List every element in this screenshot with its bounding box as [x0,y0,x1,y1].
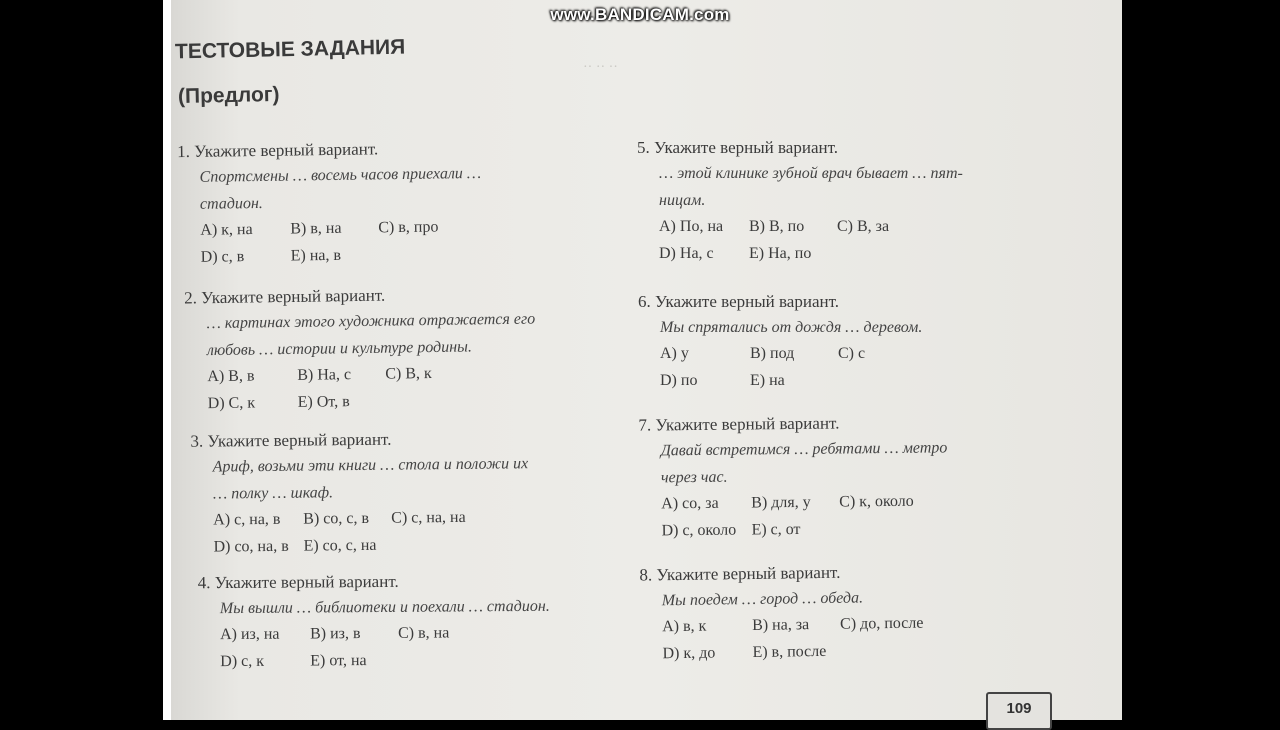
answer-option: E) в, после [752,642,827,661]
answer-option: D) со, на, в [213,537,289,556]
question-heading [638,410,947,437]
answer-option: E) На, по [749,245,812,262]
question-heading [639,560,863,587]
question-8 [639,560,924,672]
question-text-line: любовь … истории и культуре родины. [206,338,473,360]
answer-option: D) На, с [659,245,714,262]
answer-option: E) От, в [297,393,350,411]
page-subtitle: (Предлог) [177,82,280,109]
page-title: ТЕСТОВЫЕ ЗАДАНИЯ [174,35,406,64]
answer-option: B) для, у [751,493,811,512]
question-number: 3. [190,431,204,451]
answer-option: C) В, за [837,218,890,235]
answer-option: A) из, на [220,625,280,644]
answer-option: C) до, после [839,614,924,633]
answer-option: C) с [838,345,866,362]
answer-option: C) в, на [398,624,450,642]
question-6 [638,290,922,399]
page-edge [163,0,171,720]
answer-option: A) к, на [200,221,253,239]
answer-option: A) По, на [659,218,724,235]
question-1 [177,136,482,276]
answer-option: C) с, на, на [391,508,466,527]
answer-option: D) с, к [220,652,265,671]
question-prompt: Укажите верный вариант. [214,571,399,593]
answer-option: B) из, в [310,625,361,643]
question-prompt: Укажите верный вариант. [207,429,392,451]
question-text-line: Ариф, возьми эти книги … стола и положи их [212,455,529,476]
question-prompt: Укажите верный вариант. [656,562,841,585]
answer-option: E) со, с, на [303,536,377,555]
question-heading [637,136,963,160]
question-text-line: … этой клинике зубной врач бывает … пят- [659,165,963,182]
question-prompt: Укажите верный вариант. [654,138,838,157]
question-3 [190,426,529,566]
answer-option: B) На, с [297,366,352,384]
question-text-line: … полку … шкаф. [212,484,334,503]
answer-option: C) В, к [385,365,432,383]
answer-options [200,214,482,276]
answer-option: E) с, от [751,520,801,539]
question-heading [198,569,550,595]
question-prompt: Укажите верный вариант. [655,292,839,311]
answer-option: B) на, за [752,616,810,634]
answer-option: D) С, к [207,394,256,413]
answer-options [659,214,963,272]
answer-options [207,360,536,423]
answer-option: E) от, на [310,652,367,670]
question-number: 7. [638,415,652,435]
question-prompt: Укажите верный вариант. [655,413,840,435]
question-text-line: Мы поедем … город … обеда. [661,589,864,610]
answer-option: A) в, к [662,617,707,636]
answer-option: A) В, в [207,367,255,386]
question-number: 5. [637,138,650,157]
question-heading [190,426,528,454]
question-5 [637,136,963,272]
answer-option: B) В, по [749,218,805,235]
question-prompt: Укажите верный вариант. [194,139,379,161]
answer-option: D) с, около [661,521,737,540]
answer-option: E) на [750,372,785,389]
question-text-line: Спортсмены … восемь часов приехали … [199,164,482,186]
question-2 [184,282,537,423]
answer-options [220,620,550,680]
answer-option: D) к, до [662,644,716,663]
answer-option: C) в, про [378,218,439,237]
answer-options [213,504,529,565]
question-number: 8. [639,565,653,585]
question-prompt: Укажите верный вариант. [201,285,386,308]
answer-option: C) к, около [839,492,914,511]
answer-option: B) со, с, в [303,509,370,528]
question-text-line: Давай встретимся … ребятами … метро [660,439,948,460]
question-text-line: Мы спрятались от дождя … деревом. [660,319,923,336]
answer-option: A) со, за [661,494,719,513]
answer-option: B) под [750,345,795,362]
question-text-line: стадион. [199,194,263,213]
answer-option: A) с, на, в [213,510,281,529]
question-text-line: через час. [660,468,728,487]
answer-option: D) с, в [200,248,245,266]
answer-option: D) по [660,372,698,389]
question-number: 4. [197,573,211,593]
recorder-watermark: www.BANDICAM.com [550,5,730,24]
question-text-line: … картинах этого художника отражается его [206,310,536,333]
answer-options [661,488,948,549]
answer-option: A) у [660,345,689,362]
question-number: 1. [177,141,191,162]
question-text-line: ницам. [659,192,706,209]
bleed-through-text: ·· ·· ·· [583,60,618,75]
question-7 [638,410,948,549]
answer-option: E) на, в [290,246,342,265]
book-page [163,0,1122,720]
page-number: 109 [986,692,1052,730]
answer-options [662,611,924,672]
question-number: 6. [638,292,651,311]
answer-option: B) в, на [290,219,342,238]
question-4 [198,569,551,680]
question-number: 2. [184,288,198,308]
question-heading [638,290,922,314]
question-text-line: Мы вышли … библиотеки и поехали … стадион. [219,597,550,618]
answer-options [660,341,922,399]
